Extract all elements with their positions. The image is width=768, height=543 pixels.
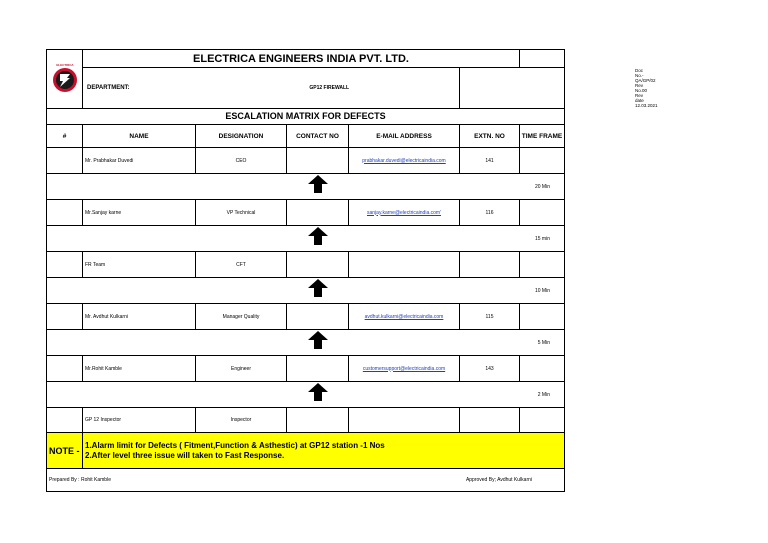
doc-info: Doc No.- QA/GP/02 Rev No.00 Rev date 12.03.2021 [460,68,565,109]
note-text [83,433,565,469]
department-label: DEPARTMENT: [83,68,196,109]
person-contact [287,356,349,382]
person-designation: VP Technical [196,200,287,226]
escalation-matrix-sheet [46,49,658,492]
table-row [47,148,565,174]
col-email-header: E-MAIL ADDRESS [349,125,460,148]
person-extn: 115 [460,304,520,330]
col-contact-header: CONTACT NO [287,125,349,148]
table-row [47,200,565,226]
prepared-by: Prepared By : Rohit Kamble [47,469,349,492]
person-extn: 141 [460,148,520,174]
escalation-row [47,330,565,356]
person-email-link[interactable]: customersupport@electricaindia.com [349,356,460,382]
note-label: NOTE - [47,433,83,469]
company-logo [47,50,83,109]
up-arrow-icon [287,382,349,408]
person-name: Mr. Avdhut Kulkarni [83,304,196,330]
person-designation: CEO [196,148,287,174]
electrica-logo-icon [47,59,83,95]
person-extn: 116 [460,200,520,226]
footer-row [47,469,565,492]
approved-by: Approved By; Avdhut Kulkarni [349,469,565,492]
person-email-link[interactable]: sanjay.karne@electricaindia.com' [349,200,460,226]
up-arrow-icon [287,330,349,356]
company-name: ELECTRICA ENGINEERS INDIA PVT. LTD. [83,50,520,68]
person-contact [287,200,349,226]
time-frame: 5 Min [520,330,565,356]
person-name: Mr. Prabhakar Duvedi [83,148,196,174]
person-designation: Engineer [196,356,287,382]
person-name: FR Team [83,252,196,278]
column-header-row [47,125,565,148]
person-designation: Inspector [196,408,287,433]
time-frame: 20 Min [520,174,565,200]
table-row [47,356,565,382]
col-num-header: # [47,125,83,148]
person-email-link [349,408,460,433]
col-extn-header: EXTN. NO [460,125,520,148]
person-extn [460,252,520,278]
person-extn: 143 [460,356,520,382]
table-row [47,252,565,278]
col-time-header: TIME FRAME [520,125,565,148]
person-email-link [349,252,460,278]
escalation-row [47,174,565,200]
up-arrow-icon [287,174,349,200]
person-contact [287,252,349,278]
header-empty-cell [520,50,565,68]
person-contact [287,304,349,330]
person-designation: CFT [196,252,287,278]
note-line-1: 1.Alarm limit for Defects ( Fitment,Function & Asthestic) at GP12 station -1 Nos [85,440,385,450]
col-designation-header: DESIGNATION [196,125,287,148]
escalation-row [47,278,565,304]
time-frame: 2 Min [520,382,565,408]
person-extn [460,408,520,433]
person-name: Mr.Rohit Kamble [83,356,196,382]
note-line-2: 2.After level three issue will taken to Fast Response. [85,450,285,460]
person-email-link[interactable]: avdhut.kulkarni@electricaindia.com [349,304,460,330]
person-contact [287,408,349,433]
time-frame: 15 min [520,226,565,252]
logo-text: ELECTRICA [56,62,74,67]
up-arrow-icon [287,226,349,252]
time-frame: 10 Min [520,278,565,304]
table-row [47,304,565,330]
up-arrow-icon [287,278,349,304]
escalation-row [47,226,565,252]
escalation-row [47,382,565,408]
col-name-header: NAME [83,125,196,148]
person-email-link[interactable]: prabhakar.duvedi@electricaindia.com [349,148,460,174]
person-designation: Manager Quality [196,304,287,330]
matrix-title: ESCALATION MATRIX FOR DEFECTS [47,109,565,125]
escalation-table [46,49,658,492]
table-row [47,408,565,433]
department-value: GP12 FIREWALL [196,68,460,109]
person-contact [287,148,349,174]
note-row [47,433,565,469]
person-name: GP 12 Inspector [83,408,196,433]
person-name: Mr.Sanjay karne [83,200,196,226]
